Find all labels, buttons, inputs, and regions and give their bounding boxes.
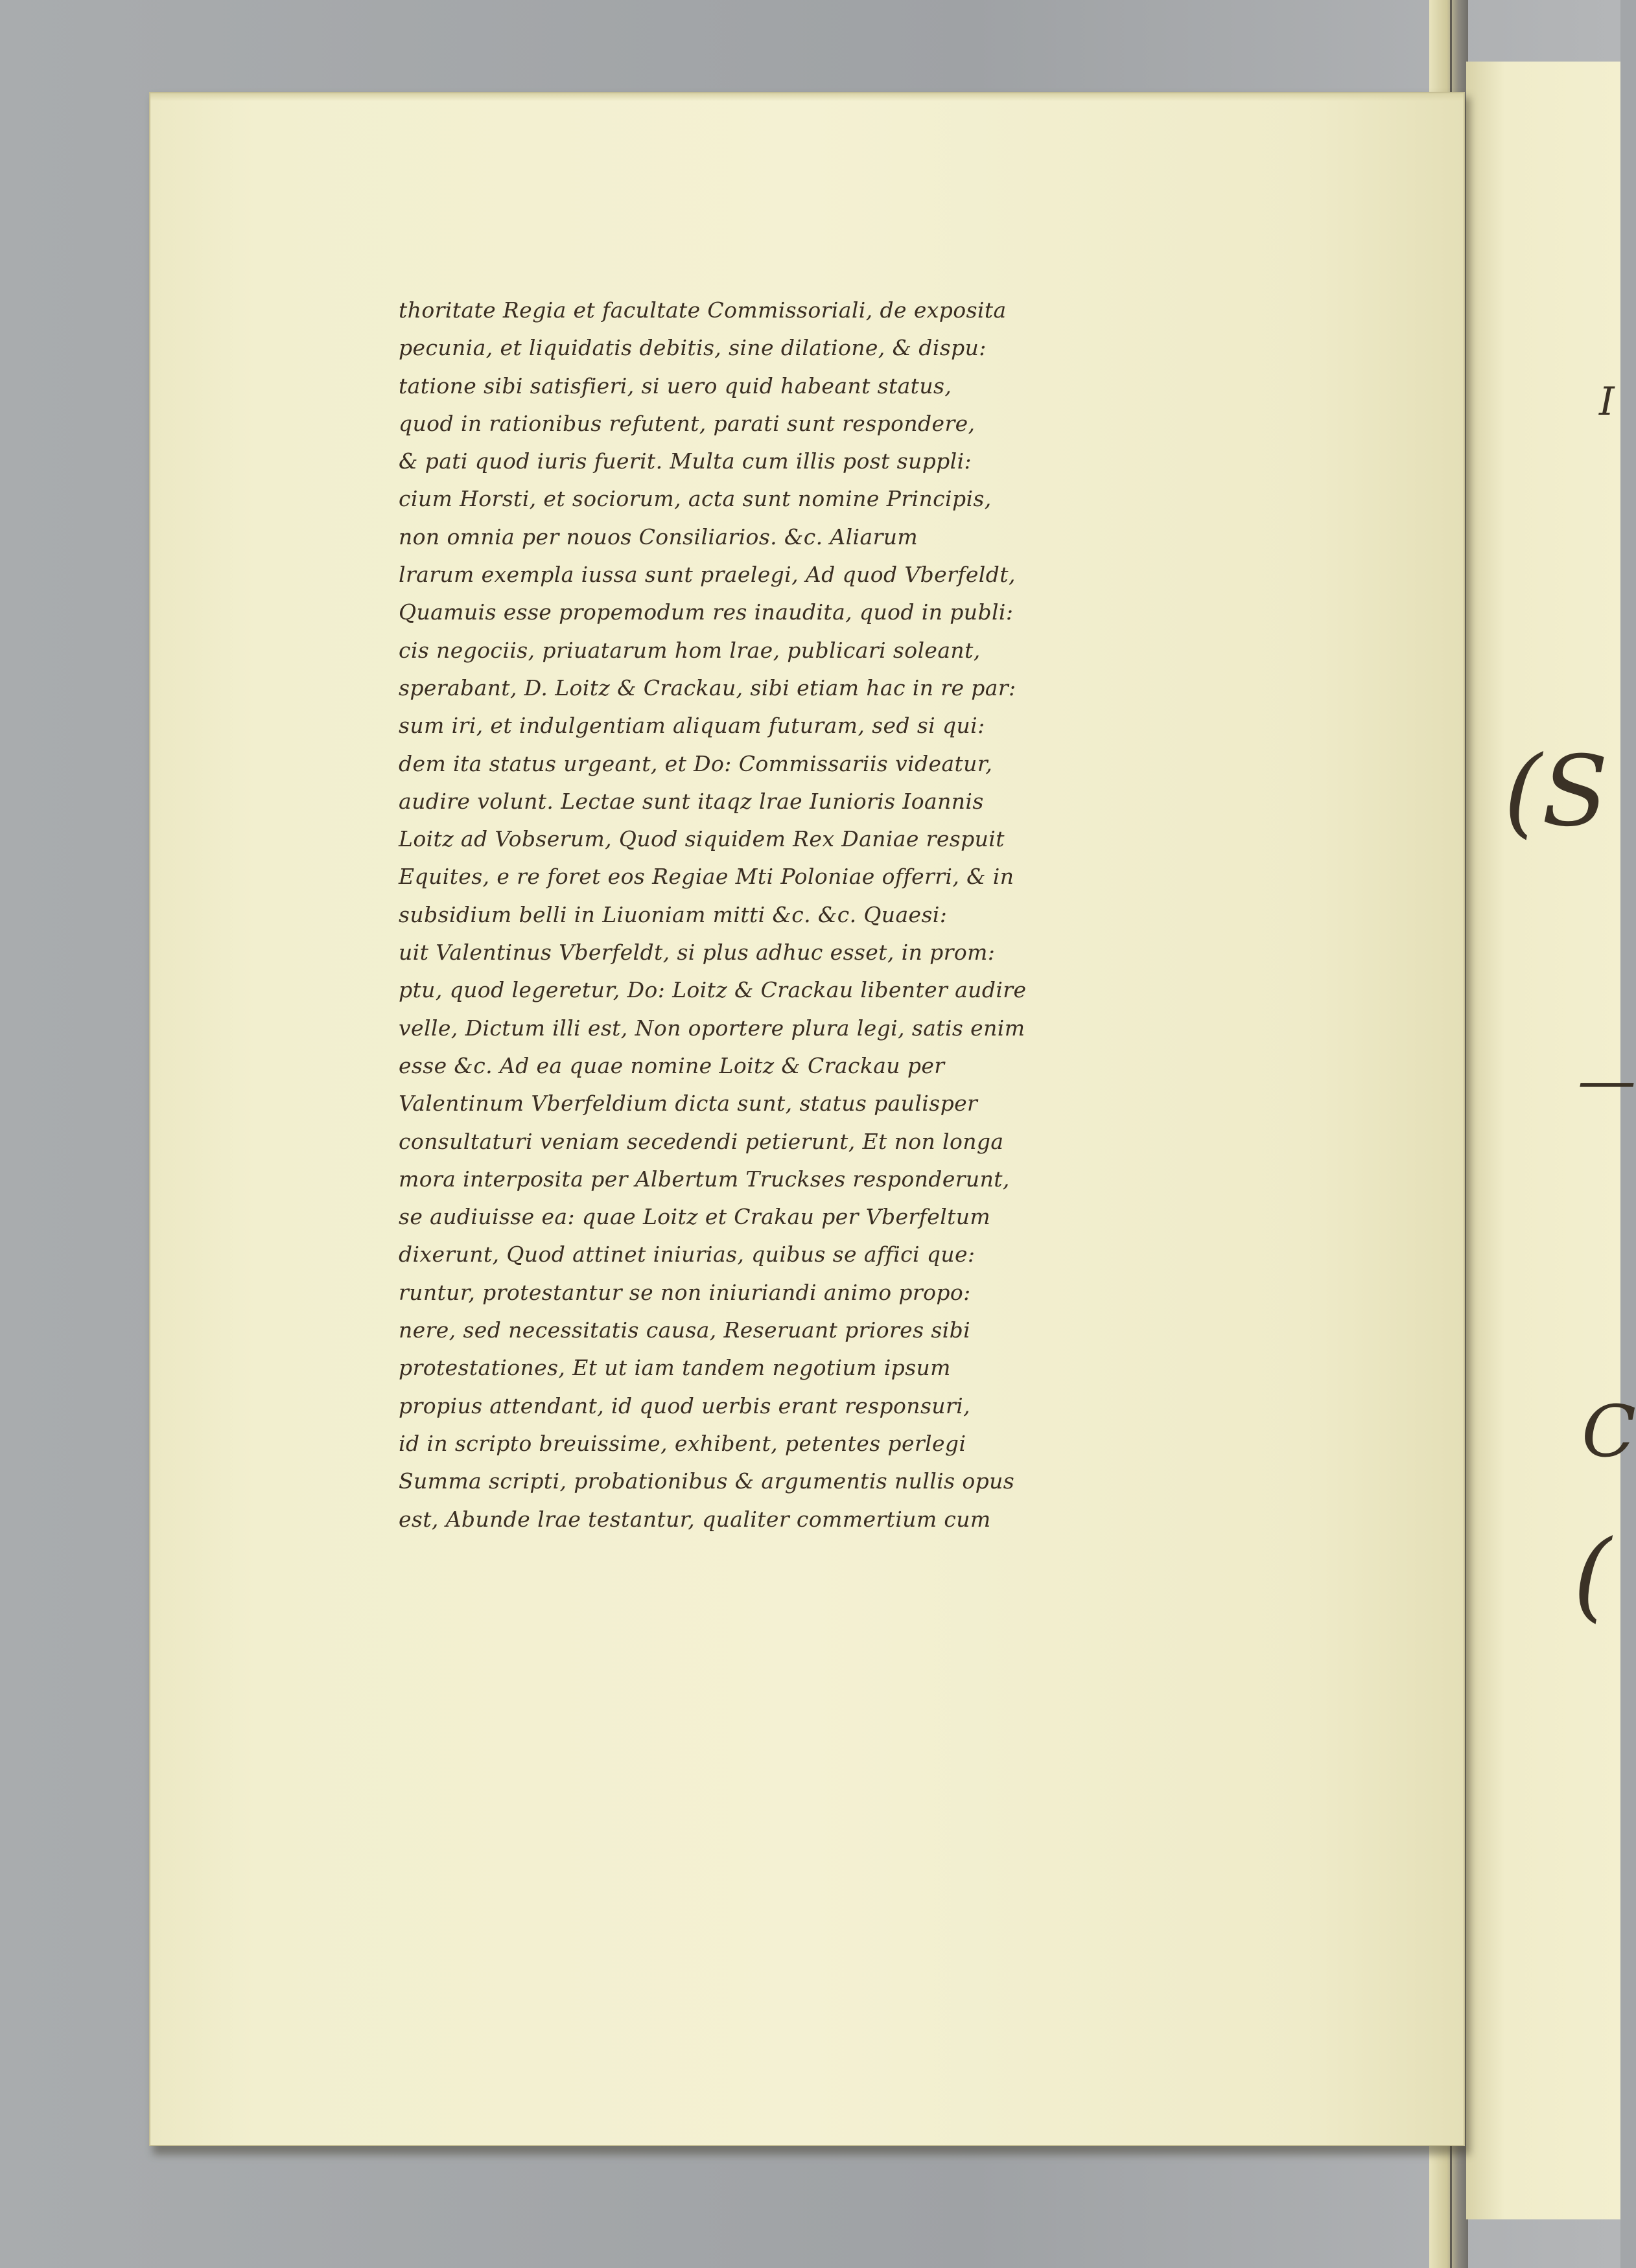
text-line: lrarum exempla iussa sunt praelegi, Ad quod Vberfeldt,: [399, 562, 1016, 588]
text-line: id in scripto breuissime, exhibent, petentes perlegi: [399, 1430, 966, 1456]
facing-page: [1466, 62, 1636, 2219]
text-line: runtur, protestantur se non iniuriandi animo propo:: [399, 1279, 971, 1305]
text-line: cium Horsti, et sociorum, acta sunt nomine Principis,: [399, 486, 992, 512]
text-line: est, Abunde lrae testantur, qualiter commertium cum: [399, 1506, 991, 1532]
page-edge: [150, 93, 1464, 101]
text-line: non omnia per nouos Consiliarios. &c. Aliarum: [399, 524, 918, 550]
text-line: protestationes, Et ut iam tandem negotium ipsum: [399, 1355, 951, 1381]
text-line: ptu, quod legeretur, Do: Loitz & Crackau libenter audire: [399, 977, 1027, 1003]
text-line: se audiuisse ea: quae Loitz et Crakau per Vberfeltum: [399, 1204, 991, 1230]
facing-page-fragment: I: [1599, 379, 1615, 424]
text-line: Summa scripti, probationibus & argumentis nullis opus: [399, 1468, 1015, 1494]
text-line: subsidium belli in Liuoniam mitti &c. &c. Quaesi:: [399, 901, 948, 927]
text-line: audire volunt. Lectae sunt itaqz lrae Iunioris Ioannis: [399, 788, 984, 814]
text-line: uit Valentinus Vberfeldt, si plus adhuc esset, in prom:: [399, 940, 996, 966]
text-line: mora interposita per Albertum Truckses responderunt,: [399, 1166, 1010, 1192]
text-line: Equites, e re foret eos Regiae Mti Poloniae offerri, & in: [399, 864, 1014, 890]
text-line: propius attendant, id quod uerbis erant responsuri,: [399, 1393, 970, 1418]
text-line: velle, Dictum illi est, Non oportere plura legi, satis enim: [399, 1015, 1025, 1041]
text-line: Quamuis esse propemodum res inaudita, quod in publi:: [399, 599, 1014, 625]
text-line: tatione sibi satisfieri, si uero quid habeant status,: [399, 373, 952, 399]
text-line: dixerunt, Quod attinet iniurias, quibus se affici que:: [399, 1242, 976, 1267]
text-line: Loitz ad Vobserum, Quod siquidem Rex Daniae respuit: [399, 826, 1005, 852]
facing-page-fragment: C: [1582, 1390, 1636, 1473]
text-line: & pati quod iuris fuerit. Multa cum illis post suppli:: [399, 448, 972, 474]
text-line: esse &c. Ad ea quae nomine Loitz & Crackau per: [399, 1052, 945, 1078]
text-line: thoritate Regia et facultate Commissoriali, de exposita: [399, 297, 1007, 323]
text-line: dem ita status urgeant, et Do: Commissariis videatur,: [399, 750, 993, 776]
text-line: cis negociis, priuatarum hom lrae, publicari soleant,: [399, 637, 981, 663]
text-line: pecunia, et liquidatis debitis, sine dilatione, & dispu:: [399, 335, 987, 361]
facing-page-fragment: —: [1578, 1047, 1636, 1115]
text-line: sum iri, et indulgentiam aliquam futuram, sed si qui:: [399, 713, 985, 739]
handwritten-text-block: [399, 292, 1241, 1538]
text-line: sperabant, D. Loitz & Crackau, sibi etiam hac in re par:: [399, 675, 1016, 700]
text-line: quod in rationibus refutent, parati sunt respondere,: [399, 410, 976, 436]
text-line: Valentinum Vberfeldium dicta sunt, status paulisper: [399, 1091, 978, 1117]
text-line: consultaturi veniam secedendi petierunt, Et non longa: [399, 1128, 1004, 1154]
facing-page-fragment: (: [1573, 1520, 1611, 1632]
facing-page-fragment: (S: [1504, 735, 1609, 848]
text-line: nere, sed necessitatis causa, Reseruant priores sibi: [399, 1317, 971, 1343]
